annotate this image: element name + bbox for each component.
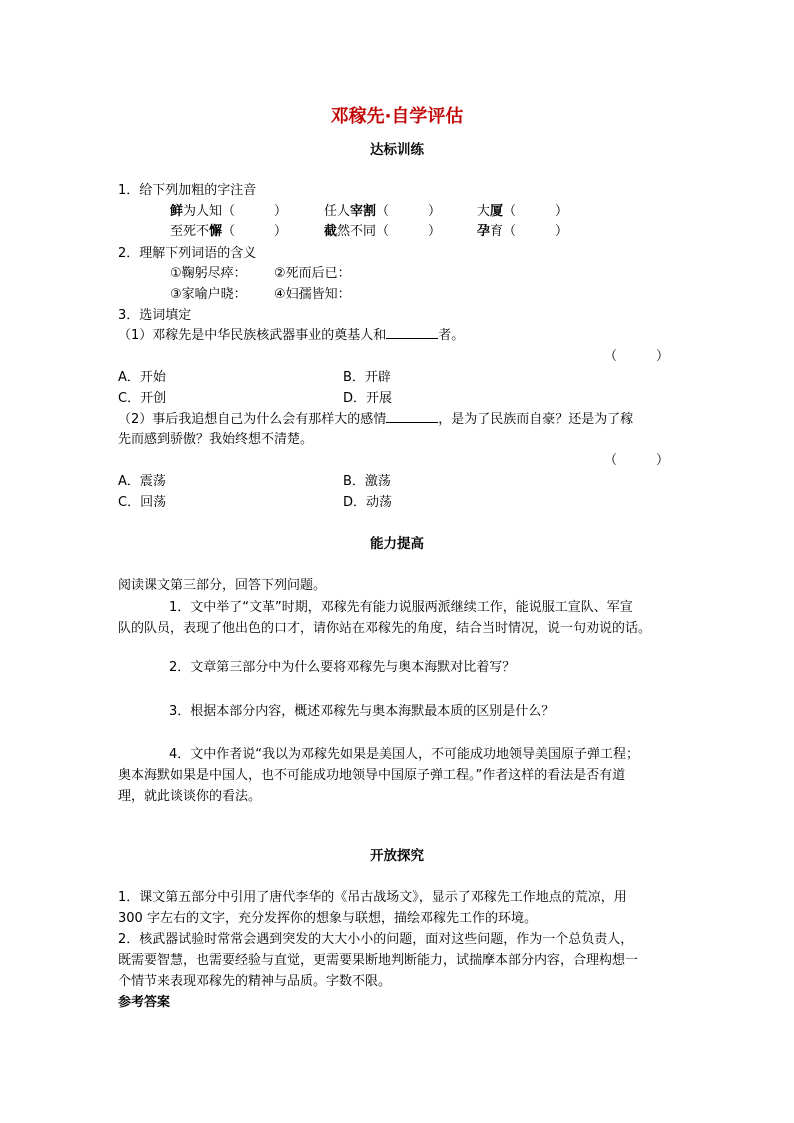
section-heading-ability: 能力提高 [370,536,424,552]
answer-paren-2: （ ） [604,453,670,468]
q3-1-option-c: C．开创 [118,391,167,406]
ability-q4-line1: 4．文中作者说“我以为邓稼先如果是美国人，不可能成功地领导美国原子弹工程； [169,747,640,762]
section-heading-open: 开放探究 [370,848,424,864]
q3-part2-line2: 先而感到骄傲？我始终想不清楚。 [118,432,314,447]
q3-stem: 3．选词填定 [118,308,192,323]
open-q2-line2: 既需要智慧，也需要经验与直觉，更需要果断地判断能力，试揣摩本部分内容，合理构想一 [118,953,639,968]
ability-q1-line1: 1．文中举了“文革”时期，邓稼先有能力说服两派继续工作，能说服工宣队、军宣 [169,600,633,615]
q3-2-option-d: D．动荡 [343,495,393,510]
q1-item-5: 截然不同（ ） [324,224,442,239]
q2-item-4: ④妇孺皆知： [274,287,351,302]
q2-item-2: ②死而后已： [274,266,351,281]
open-q2-line3: 个情节来表现邓稼先的精神与品质。字数不限。 [118,974,392,989]
q3-2-option-c: C．回荡 [118,495,167,510]
q1-item-1: 鲜为人知（ ） [170,204,288,219]
section-heading-practice: 达标训练 [370,142,424,158]
q1-item-3: 大厦（ ） [477,204,569,219]
open-q2-line1: 2．核武器试验时常常会遇到突发的大大小小的问题，面对这些问题，作为一个总负责人， [118,932,634,947]
fill-blank [386,410,438,423]
q3-1-option-b: B．开辟 [343,370,391,385]
q2-stem: 2．理解下列词语的含义 [118,246,257,261]
q3-2-option-a: A．震荡 [118,474,166,489]
fill-blank [386,326,438,339]
open-q1-line2: 300 字左右的文字，充分发挥你的想象与联想，描绘邓稼先工作的环境。 [118,911,537,926]
q1-item-6: 孕育（ ） [477,224,569,239]
ability-intro: 阅读课文第三部分，回答下列问题。 [118,578,327,593]
ability-q4-line2: 奥本海默如果是中国人，也不可能成功地领导中国原子弹工程。”作者这样的看法是否有道 [118,768,626,783]
q3-part1: （1）邓稼先是中华民族核武器事业的奠基人和 者。 [118,328,465,343]
q2-item-1: ①鞠躬尽瘁： [170,266,247,281]
q1-stem: 1．给下列加粗的字注音 [118,183,257,198]
q1-item-4: 至死不懈（ ） [170,224,288,239]
q1-item-2: 任人宰割（ ） [324,204,442,219]
ability-q1-line2: 队的队员，表现了他出色的口才，请你站在邓稼先的角度，结合当时情况，说一句劝说的话。 [118,621,652,636]
open-q1-line1: 1．课文第五部分中引用了唐代李华的《吊古战场文》，显示了邓稼先工作地点的荒凉，用 [118,890,627,905]
ability-q2: 2．文章第三部分中为什么要将邓稼先与奥本海默对比着写？ [169,660,516,675]
q3-1-option-a: A．开始 [118,370,166,385]
q3-part2-line1: （2）事后我追想自己为什么会有那样大的感情 ，是为了民族而自豪？还是为了稼 [118,412,634,427]
page-title: 邓稼先·自学评估 [330,106,464,127]
q2-item-3: ③家喻户晓： [170,287,247,302]
ability-q3: 3．根据本部分内容，概述邓稼先与奥本海默最本质的区别是什么？ [169,704,555,719]
ability-q4-line3: 理，就此谈谈你的看法。 [118,789,262,804]
answers-heading: 参考答案 [118,995,171,1010]
q3-1-option-d: D．开展 [343,391,393,406]
q3-2-option-b: B．激荡 [343,474,391,489]
answer-paren-1: （ ） [604,349,670,364]
